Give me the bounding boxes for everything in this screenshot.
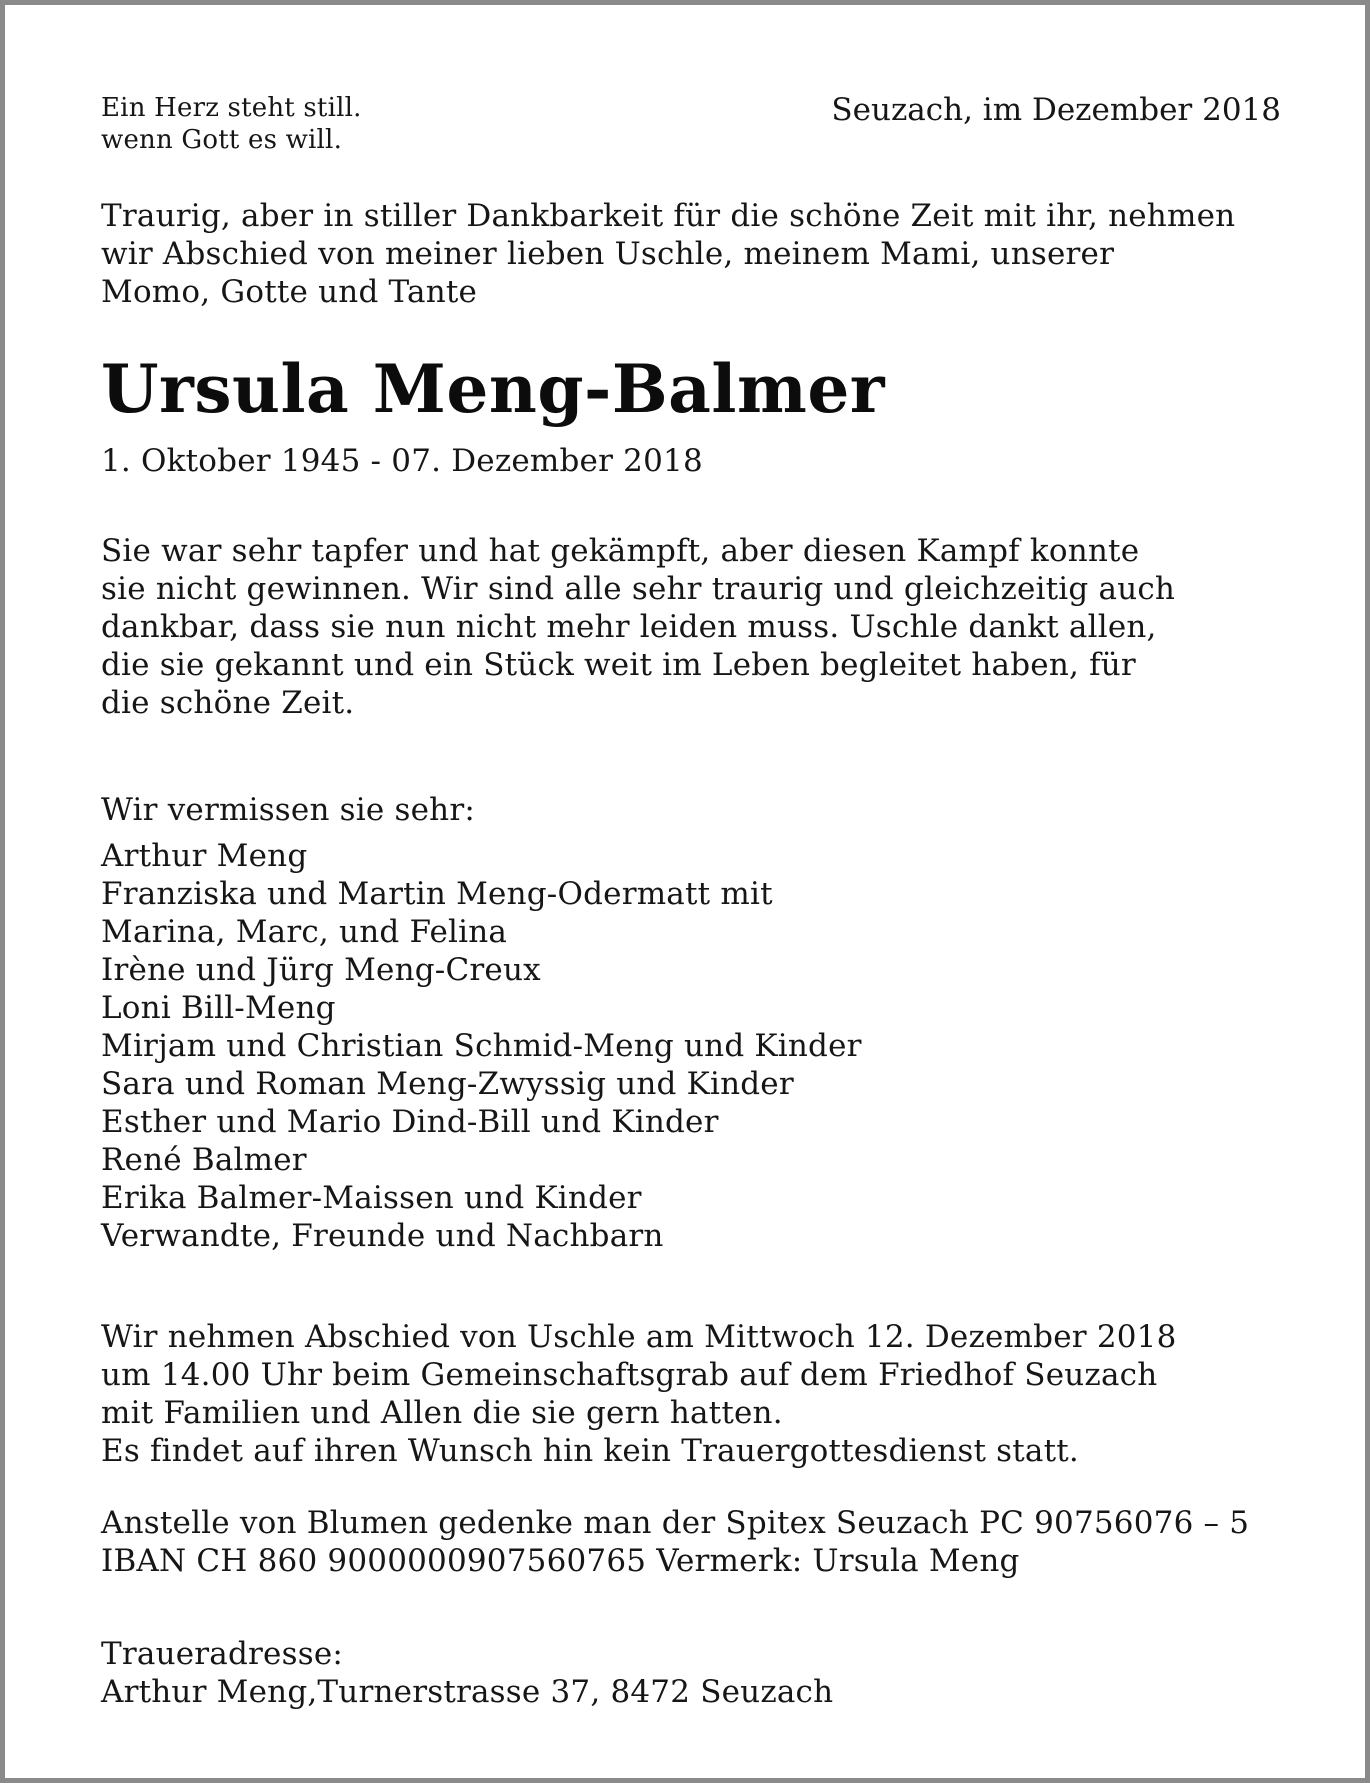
farewell-line: Wir nehmen Abschied von Uschle am Mittwoch 12. Dezember 2018 xyxy=(101,1319,1177,1355)
tribute-line: Sie war sehr tapfer und hat gekämpft, aber diesen Kampf konnte xyxy=(101,533,1140,569)
intro-paragraph xyxy=(101,197,1235,311)
intro-line: wir Abschied von meiner lieben Uschle, meinem Mami, unserer xyxy=(101,236,1115,272)
place-date: Seuzach, im Dezember 2018 xyxy=(831,92,1281,128)
farewell-paragraph xyxy=(101,1318,1177,1470)
mourner-entry: Erika Balmer-Maissen und Kinder xyxy=(101,1180,642,1216)
mourner-entry: Verwandte, Freunde und Nachbarn xyxy=(101,1218,664,1254)
mourner-entry: Mirjam und Christian Schmid-Meng und Kinder xyxy=(101,1028,862,1064)
tribute-line: sie nicht gewinnen. Wir sind alle sehr traurig und gleichzeitig auch xyxy=(101,571,1176,607)
mourners-list xyxy=(101,837,862,1255)
farewell-line: mit Familien und Allen die sie gern hatten. xyxy=(101,1395,783,1431)
mourner-entry: René Balmer xyxy=(101,1142,307,1178)
intro-line: Traurig, aber in stiller Dankbarkeit für die schöne Zeit mit ihr, nehmen xyxy=(101,198,1236,234)
intro-line: Momo, Gotte und Tante xyxy=(101,274,478,310)
donation-line: Anstelle von Blumen gedenke man der Spitex Seuzach PC 90756076 – 5 xyxy=(101,1505,1250,1541)
mourner-entry: Franziska und Martin Meng-Odermatt mit xyxy=(101,876,773,912)
tribute-paragraph xyxy=(101,532,1175,722)
donation-line: IBAN CH 860 9000000907560765 Vermerk: Ursula Meng xyxy=(101,1543,1020,1579)
mourning-address xyxy=(101,1635,833,1711)
address-label: Traueradresse: xyxy=(101,1636,344,1672)
motto-line: wenn Gott es will. xyxy=(101,125,343,155)
farewell-line: um 14.00 Uhr beim Gemeinschaftsgrab auf dem Friedhof Seuzach xyxy=(101,1357,1158,1393)
mourner-entry: Irène und Jürg Meng-Creux xyxy=(101,952,541,988)
mourner-entry: Arthur Meng xyxy=(101,838,308,874)
mourner-entry: Esther und Mario Dind-Bill und Kinder xyxy=(101,1104,719,1140)
deceased-name: Ursula Meng-Balmer xyxy=(101,350,886,428)
farewell-line: Es findet auf ihren Wunsch hin kein Trauergottesdienst statt. xyxy=(101,1433,1079,1469)
tribute-line: dankbar, dass sie nun nicht mehr leiden muss. Uschle dankt allen, xyxy=(101,609,1157,645)
motto-line: Ein Herz steht still. xyxy=(101,93,362,123)
mourner-entry: Loni Bill-Meng xyxy=(101,990,336,1026)
life-dates: 1. Oktober 1945 - 07. Dezember 2018 xyxy=(101,443,703,479)
mourner-entry: Sara und Roman Meng-Zwyssig und Kinder xyxy=(101,1066,794,1102)
tribute-line: die schöne Zeit. xyxy=(101,685,355,721)
tribute-line: die sie gekannt und ein Stück weit im Leben begleitet haben, für xyxy=(101,647,1136,683)
mourner-entry: Marina, Marc, und Felina xyxy=(101,914,508,950)
address-value: Arthur Meng,Turnerstrasse 37, 8472 Seuzach xyxy=(101,1674,834,1710)
motto xyxy=(101,92,362,156)
mourners-heading: Wir vermissen sie sehr: xyxy=(101,792,475,828)
donation-paragraph xyxy=(101,1504,1249,1580)
